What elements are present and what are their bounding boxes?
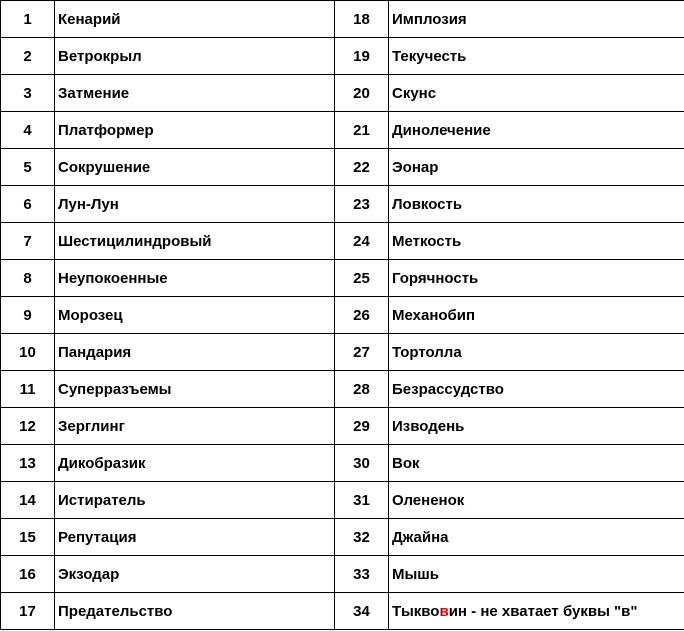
word-right: Ловкость — [389, 186, 684, 223]
table-row — [1, 556, 684, 593]
word-right: Изводень — [389, 408, 684, 445]
table-row — [1, 1, 684, 38]
word-right: Горячность — [389, 260, 684, 297]
table-row — [1, 408, 684, 445]
word-right: Мышь — [389, 556, 684, 593]
table-row — [1, 186, 684, 223]
word-right: Эонар — [389, 149, 684, 186]
word-left: Зерглинг — [55, 408, 335, 445]
row-number-left: 4 — [1, 112, 55, 149]
word-left: Пандария — [55, 334, 335, 371]
row-number-right: 34 — [335, 593, 389, 630]
word-left: Кенарий — [55, 1, 335, 38]
table-row — [1, 519, 684, 556]
row-number-left: 14 — [1, 482, 55, 519]
row-number-left: 13 — [1, 445, 55, 482]
row-number-right: 25 — [335, 260, 389, 297]
table-row — [1, 445, 684, 482]
row-number-left: 10 — [1, 334, 55, 371]
row-number-right: 24 — [335, 223, 389, 260]
table-row-last — [1, 593, 684, 630]
row-number-left: 7 — [1, 223, 55, 260]
word-right: Джайна — [389, 519, 684, 556]
word-right: Безрассудство — [389, 371, 684, 408]
row-number-left: 12 — [1, 408, 55, 445]
row-number-right: 19 — [335, 38, 389, 75]
word-left: Платформер — [55, 112, 335, 149]
row-number-right: 20 — [335, 75, 389, 112]
table-row — [1, 334, 684, 371]
table-body — [1, 1, 684, 630]
word-right: Вок — [389, 445, 684, 482]
row-number-left: 2 — [1, 38, 55, 75]
word-right: Олененок — [389, 482, 684, 519]
word-left: Затмение — [55, 75, 335, 112]
word-part-before: Тыкво — [392, 602, 440, 620]
word-right: Механобип — [389, 297, 684, 334]
row-number-right: 29 — [335, 408, 389, 445]
word-part-after-note: ин - не хватает буквы "в" — [448, 602, 638, 620]
row-number-right: 22 — [335, 149, 389, 186]
row-number-right: 31 — [335, 482, 389, 519]
table-row — [1, 223, 684, 260]
word-left: Репутация — [55, 519, 335, 556]
row-number-left: 15 — [1, 519, 55, 556]
row-number-right: 26 — [335, 297, 389, 334]
row-number-left: 8 — [1, 260, 55, 297]
row-number-right: 32 — [335, 519, 389, 556]
row-number-right: 27 — [335, 334, 389, 371]
word-left: Сокрушение — [55, 149, 335, 186]
word-left: Экзодар — [55, 556, 335, 593]
word-left: Лун-Лун — [55, 186, 335, 223]
word-left: Истиратель — [55, 482, 335, 519]
word-left: Дикобразик — [55, 445, 335, 482]
row-number-right: 21 — [335, 112, 389, 149]
row-number-left: 1 — [1, 1, 55, 38]
row-number-left: 3 — [1, 75, 55, 112]
row-number-right: 33 — [335, 556, 389, 593]
word-right-annotated — [389, 593, 684, 630]
row-number-left: 5 — [1, 149, 55, 186]
table-row — [1, 75, 684, 112]
table-row — [1, 260, 684, 297]
table-row — [1, 112, 684, 149]
row-number-left: 17 — [1, 593, 55, 630]
word-right: Динолечение — [389, 112, 684, 149]
row-number-left: 11 — [1, 371, 55, 408]
word-left: Шестицилиндровый — [55, 223, 335, 260]
row-number-right: 18 — [335, 1, 389, 38]
word-right: Скунс — [389, 75, 684, 112]
row-number-right: 23 — [335, 186, 389, 223]
table-row — [1, 482, 684, 519]
table-row — [1, 371, 684, 408]
row-number-left: 16 — [1, 556, 55, 593]
word-left: Морозец — [55, 297, 335, 334]
missing-letter-highlight: в — [439, 602, 449, 620]
row-number-left: 6 — [1, 186, 55, 223]
table-row — [1, 149, 684, 186]
table-row — [1, 297, 684, 334]
word-left: Ветрокрыл — [55, 38, 335, 75]
word-left: Неупокоенные — [55, 260, 335, 297]
row-number-left: 9 — [1, 297, 55, 334]
word-right: Тортолла — [389, 334, 684, 371]
row-number-right: 30 — [335, 445, 389, 482]
word-right: Имплозия — [389, 1, 684, 38]
word-right: Меткость — [389, 223, 684, 260]
word-right: Текучесть — [389, 38, 684, 75]
word-left: Предательство — [55, 593, 335, 630]
table-row — [1, 38, 684, 75]
row-number-right: 28 — [335, 371, 389, 408]
word-left: Суперразъемы — [55, 371, 335, 408]
